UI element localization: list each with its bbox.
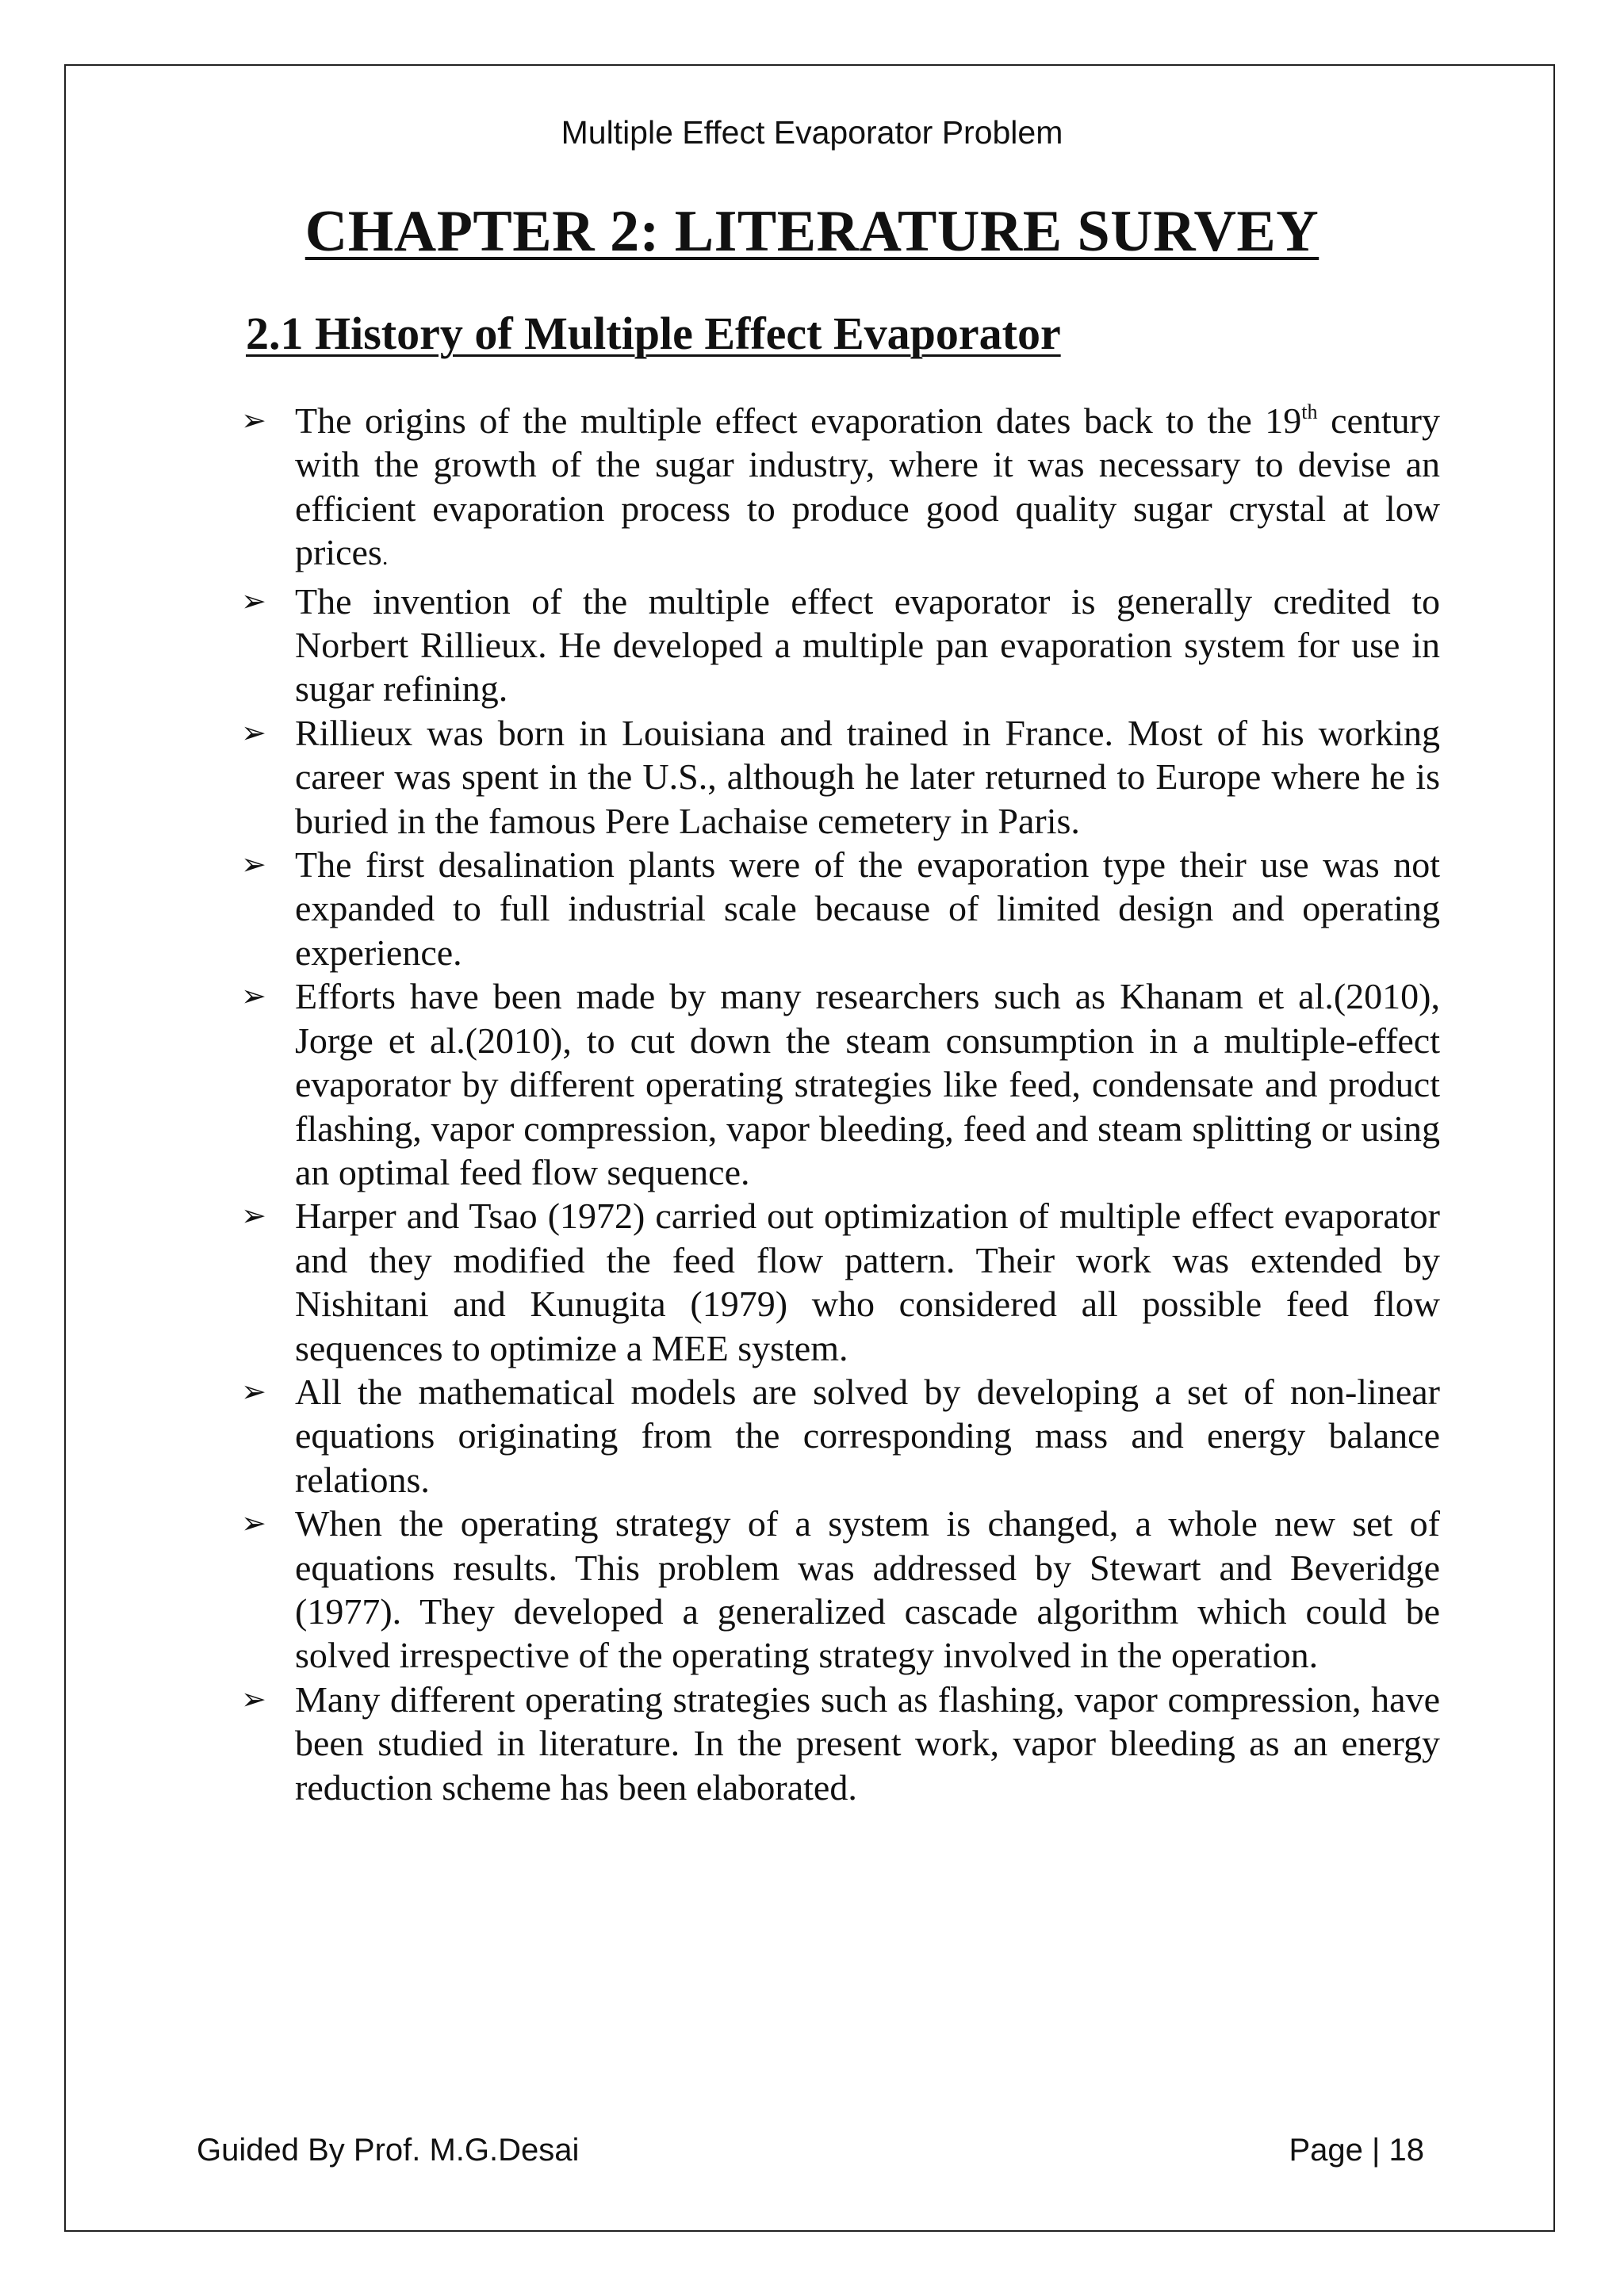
list-item <box>241 399 1440 580</box>
list-item <box>241 1502 1440 1678</box>
arrowhead-bullet-icon: ➢ <box>241 1681 266 1716</box>
arrowhead-bullet-icon: ➢ <box>241 583 266 618</box>
footer-page-number: Page | 18 <box>1289 2133 1424 2168</box>
footer-guide: Guided By Prof. M.G.Desai <box>197 2133 580 2168</box>
arrowhead-bullet-icon: ➢ <box>241 1506 266 1541</box>
list-item <box>241 974 1440 1194</box>
superscript: th <box>1301 400 1318 423</box>
bullet-text: When the operating strategy of a system is changed, a whole new set of equations results. This problem was addressed by Stewart and Beveridge (1977). They developed a generalized cascade algorithm which could be solved irrespective of the operating strategy involved in the operation. <box>295 1503 1440 1676</box>
list-item <box>241 1678 1440 1809</box>
section-title: 2.1 History of Multiple Effect Evaporator <box>246 308 1061 359</box>
list-item <box>241 843 1440 974</box>
bullet-text: Harper and Tsao (1972) carried out optimization of multiple effect evaporator and they modified the feed flow pattern. Their work was extended by Nishitani and Kunugita (1979) who considered all possible feed flow sequences to optimize a MEE system. <box>295 1196 1440 1368</box>
bullet-text: The first desalination plants were of the evaporation type their use was not expanded to full industrial scale because of limited design and operating experience. <box>295 844 1440 973</box>
arrowhead-bullet-icon: ➢ <box>241 714 266 750</box>
bullet-text: All the mathematical models are solved by developing a set of non-linear equations originating from the corresponding mass and energy balance relations. <box>295 1371 1440 1500</box>
bullet-list <box>241 399 1440 1809</box>
bullet-text: Many different operating strategies such as flashing, vapor compression, have been studied in literature. In the present work, vapor bleeding as an energy reduction scheme has been elaborated. <box>295 1678 1440 1808</box>
bullet-text: The invention of the multiple effect evaporator is generally credited to Norbert Rillieux. He developed a multiple pan evaporation system for use in sugar refining. <box>295 580 1440 710</box>
bullet-text: Efforts have been made by many researchers such as Khanam et al.(2010), Jorge et al.(2010), to cut down the steam consumption in a multiple-effect evaporator by different operating strategies like feed, condensate and product flashing, vapor compression, vapor bleeding, feed and steam splitting or using an optimal feed flow sequence. <box>295 976 1440 1192</box>
list-item <box>241 1194 1440 1370</box>
bullet-text: Rillieux was born in Louisiana and trained in France. Most of his working career was spent in the U.S., although he later returned to Europe where he is buried in the famous Pere Lachaise cemetery in Paris. <box>295 712 1440 841</box>
list-item <box>241 1370 1440 1502</box>
list-item <box>241 711 1440 843</box>
running-header: Multiple Effect Evaporator Problem <box>561 114 1063 151</box>
arrowhead-bullet-icon: ➢ <box>241 403 266 438</box>
list-item <box>241 580 1440 711</box>
arrowhead-bullet-icon: ➢ <box>241 978 266 1014</box>
arrowhead-bullet-icon: ➢ <box>241 1198 266 1234</box>
bullet-text: The origins of the multiple effect evaporation dates back to the 19th century with the growth of the sugar industry, where it was necessary to devise an efficient evaporation process to produce good quality sugar crystal at low prices. <box>295 400 1440 573</box>
arrowhead-bullet-icon: ➢ <box>241 1373 266 1409</box>
chapter-title: CHAPTER 2: LITERATURE SURVEY <box>304 199 1320 264</box>
arrowhead-bullet-icon: ➢ <box>241 847 266 882</box>
